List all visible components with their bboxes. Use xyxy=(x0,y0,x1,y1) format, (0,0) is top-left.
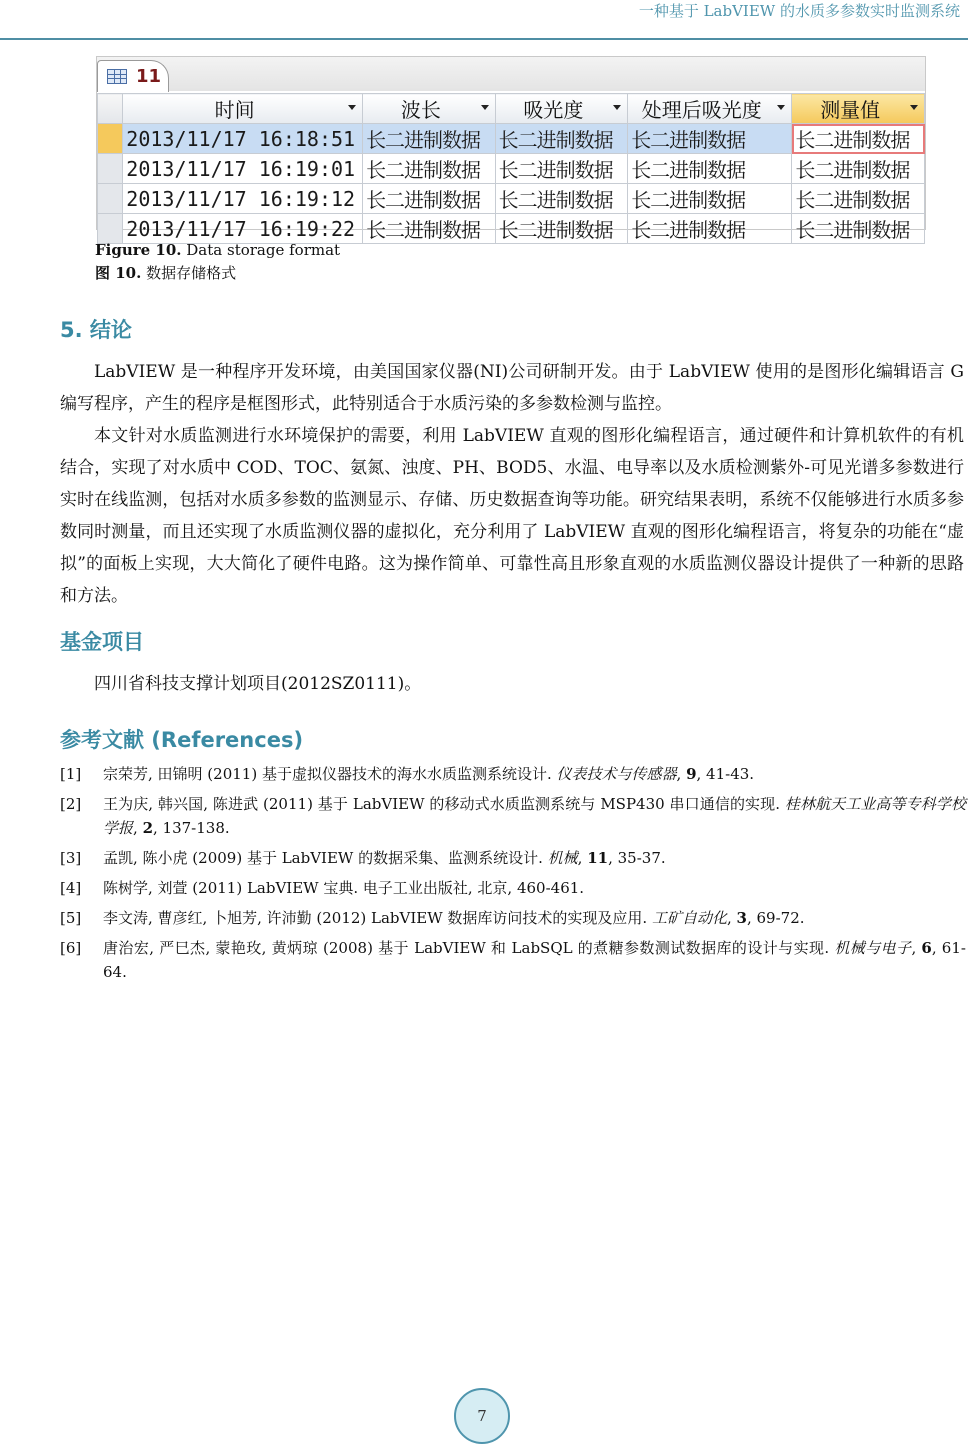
row-selector[interactable] xyxy=(98,184,123,214)
header-rule xyxy=(0,38,968,40)
conclusion-paragraph-2: 本文针对水质监测进行水环境保护的需要，利用 LabVIEW 直观的图形化编程语言，通过硬件和计算机软件的有机结合，实现了对水质中 COD、TOC、氨氮、浊度、PH、BOD5、水温、电导率以及水质检测紫外-可见光谱多参数进行实时在线监测，包括对水质多参数的监测显示、存储、历史数据查询等功能。研究结果表明，系统不仅能够进行水质多参数同时测量，而且还实现了水质监测仪器的虚拟化，充分利用了 LabVIEW 直观的图形化编程语言，将复杂的功能在“虚拟”的面板上实现，大大简化了硬件电路。这为操作简单、可靠性高且形象直观的水质监测仪器设计提供了一种新的思路和方法。 xyxy=(60,426,964,606)
reference-item: [1] 宗荣芳, 田锦明 (2011) 基于虚拟仪器技术的海水水质监测系统设计. 仪表技术与传感器, 9, 41-43. xyxy=(60,765,755,783)
cell-processed-absorbance[interactable]: 长二进制数据 xyxy=(628,184,792,214)
cell-wavelength[interactable]: 长二进制数据 xyxy=(363,124,496,154)
fund-heading: 基金项目 xyxy=(60,630,144,654)
reference-item: [4] 陈树学, 刘萱 (2011) LabVIEW 宝典. 电子工业出版社, 北京, 460-461. xyxy=(60,879,585,897)
cell-measured-value[interactable]: 长二进制数据 xyxy=(792,124,925,154)
table-row[interactable] xyxy=(98,214,925,244)
cell-wavelength[interactable]: 长二进制数据 xyxy=(363,154,496,184)
tab-strip xyxy=(97,57,925,91)
cell-time[interactable]: 2013/11/17 16:18:51 xyxy=(123,124,363,154)
row-selector[interactable] xyxy=(98,214,123,244)
cell-measured-value[interactable]: 长二进制数据 xyxy=(792,154,925,184)
figure-caption-en: Figure 10. Data storage format xyxy=(95,241,341,259)
column-header-processed-absorbance[interactable]: 处理后吸光度 xyxy=(628,94,792,124)
table-icon xyxy=(107,69,127,84)
select-all-cell[interactable] xyxy=(98,94,123,124)
datasheet-grid xyxy=(97,93,925,244)
conclusion-heading: 5. 结论 xyxy=(60,318,132,342)
cell-absorbance[interactable]: 长二进制数据 xyxy=(495,184,628,214)
table-row[interactable] xyxy=(98,154,925,184)
column-header-measured-value[interactable]: 测量值 xyxy=(792,94,925,124)
row-selector[interactable] xyxy=(98,124,123,154)
conclusion-paragraph-1: LabVIEW 是一种程序开发环境，由美国国家仪器(NI)公司研制开发。由于 LabVIEW 使用的是图形化编辑语言 G 编写程序，产生的程序是框图形式，此特别适合于水质污染的多参数检测与监控。 xyxy=(60,362,964,414)
reference-item: [2] 王为庆, 韩兴国, 陈进武 (2011) 基于 LabVIEW 的移动式水质监测系统与 MSP430 串口通信的实现. 桂林航天工业高等专科学校学报, 2, 137-138. xyxy=(60,795,966,837)
cell-processed-absorbance[interactable]: 长二进制数据 xyxy=(628,124,792,154)
reference-item: [3] 孟凯, 陈小虎 (2009) 基于 LabVIEW 的数据采集、监测系统设计. 机械, 11, 35-37. xyxy=(60,849,666,867)
column-header-absorbance[interactable]: 吸光度 xyxy=(495,94,628,124)
cell-absorbance[interactable]: 长二进制数据 xyxy=(495,124,628,154)
header-row xyxy=(98,94,925,124)
figure-caption-cn: 图 10. 数据存储格式 xyxy=(95,264,237,282)
row-selector[interactable] xyxy=(98,154,123,184)
cell-measured-value[interactable]: 长二进制数据 xyxy=(792,184,925,214)
reference-list xyxy=(60,762,966,990)
data-storage-figure xyxy=(96,56,926,242)
table-row[interactable] xyxy=(98,184,925,214)
cell-processed-absorbance[interactable]: 长二进制数据 xyxy=(628,214,792,244)
table-row[interactable] xyxy=(98,124,925,154)
cell-time[interactable]: 2013/11/17 16:19:01 xyxy=(123,154,363,184)
cell-absorbance[interactable]: 长二进制数据 xyxy=(495,214,628,244)
running-header: 一种基于 LabVIEW 的水质多参数实时监测系统 xyxy=(638,2,960,20)
cell-time[interactable]: 2013/11/17 16:19:12 xyxy=(123,184,363,214)
chevron-down-icon[interactable] xyxy=(777,105,785,110)
chevron-down-icon[interactable] xyxy=(910,105,918,110)
chevron-down-icon[interactable] xyxy=(348,105,356,110)
cell-processed-absorbance[interactable]: 长二进制数据 xyxy=(628,154,792,184)
reference-item: [6] 唐治宏, 严巳杰, 蒙艳玫, 黄炳琼 (2008) 基于 LabVIEW 和 LabSQL 的煮糖参数测试数据库的设计与实现. 机械与电子, 6, 61-64. xyxy=(60,939,966,981)
references-heading: 参考文献 (References) xyxy=(60,728,304,752)
cell-wavelength[interactable]: 长二进制数据 xyxy=(363,214,496,244)
reference-item: [5] 李文涛, 曹彦红, 卜旭芳, 许沛勤 (2012) LabVIEW 数据库访问技术的实现及应用. 工矿自动化, 3, 69-72. xyxy=(60,909,805,927)
cell-wavelength[interactable]: 长二进制数据 xyxy=(363,184,496,214)
cell-time[interactable]: 2013/11/17 16:19:22 xyxy=(123,214,363,244)
chevron-down-icon[interactable] xyxy=(481,105,489,110)
table-tab-label: 11 xyxy=(136,66,162,87)
column-header-time[interactable]: 时间 xyxy=(123,94,363,124)
column-header-wavelength[interactable]: 波长 xyxy=(363,94,496,124)
table-tab[interactable] xyxy=(97,60,169,92)
chevron-down-icon[interactable] xyxy=(613,105,621,110)
fund-text: 四川省科技支撑计划项目(2012SZ0111)。 xyxy=(94,674,422,694)
cell-absorbance[interactable]: 长二进制数据 xyxy=(495,154,628,184)
page-number: 7 xyxy=(454,1388,510,1444)
cell-measured-value[interactable]: 长二进制数据 xyxy=(792,214,925,244)
